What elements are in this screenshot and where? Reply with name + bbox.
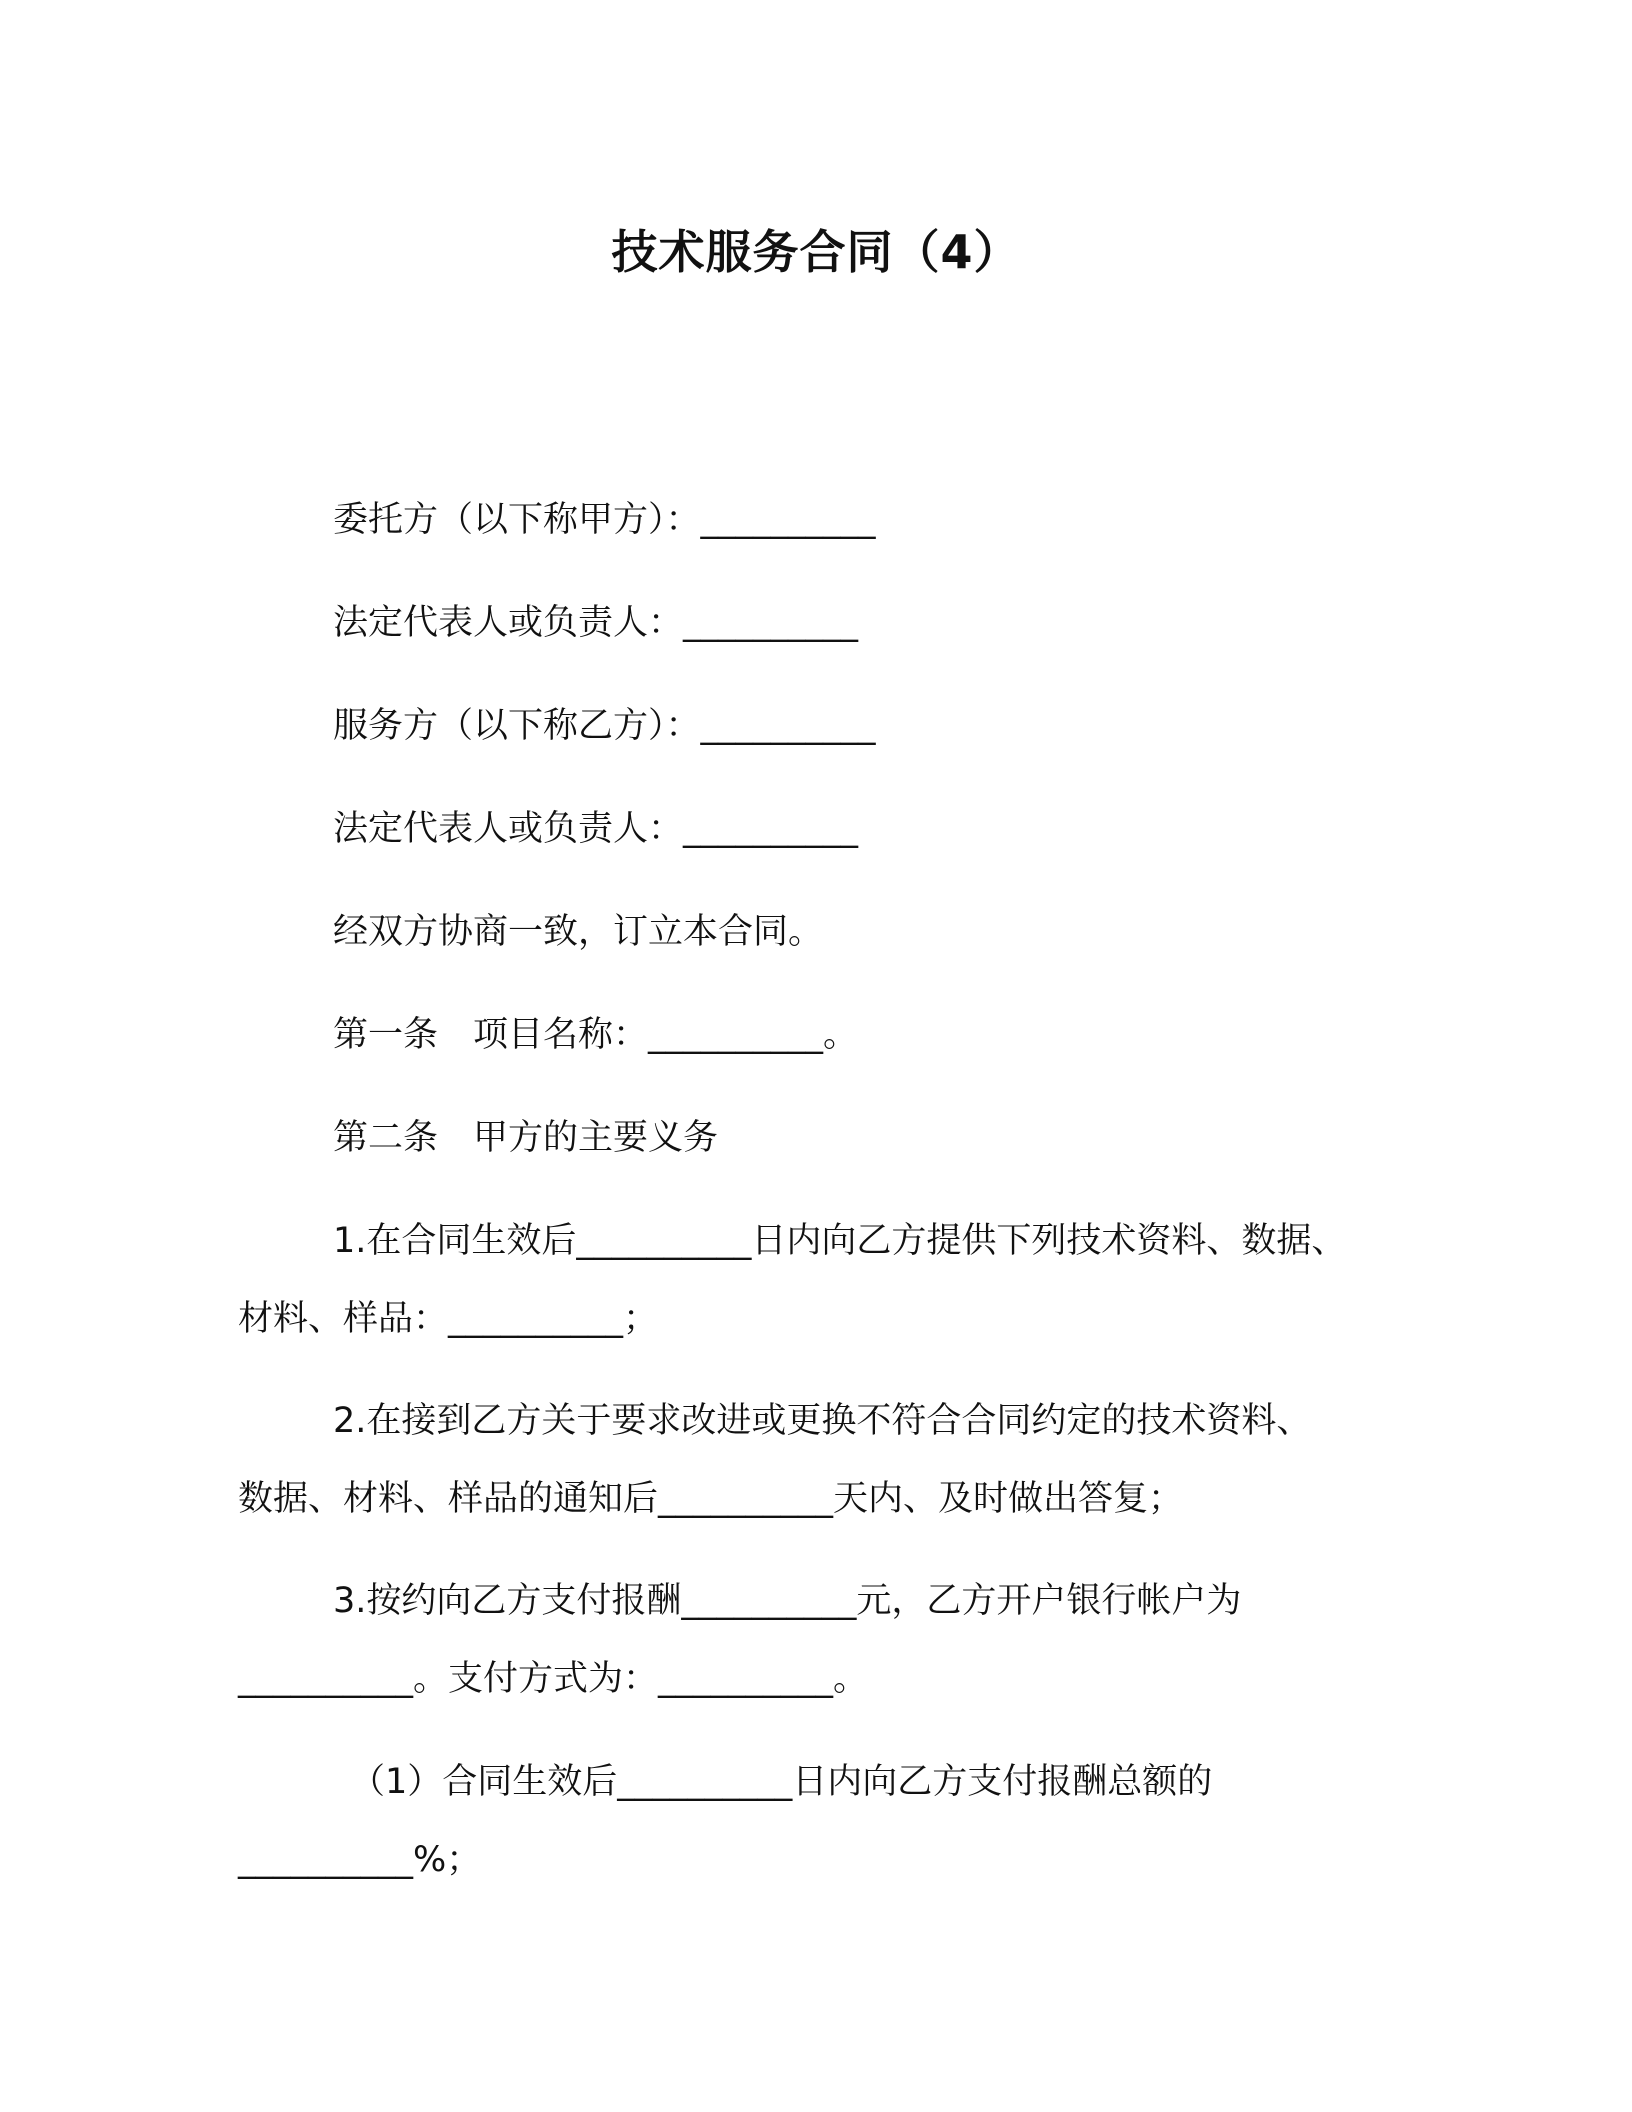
obligation-2-line-2: 数据、材料、样品的通知后__________天内、及时做出答复； (238, 1479, 1184, 1519)
article-2-heading: 第二条 甲方的主要义务 (333, 1118, 719, 1158)
obligation-3-line-2: __________。支付方式为：__________。 (238, 1659, 869, 1699)
agreement-statement: 经双方协商一致，订立本合同。 (333, 912, 824, 952)
article-1-project-name: 第一条 项目名称：__________。 (333, 1015, 859, 1055)
obligation-3-line-1: 3.按约向乙方支付报酬__________元，乙方开户银行帐户为 (333, 1581, 1242, 1621)
payment-clause-1-line-2: __________%； (238, 1840, 482, 1880)
party-b-line: 服务方（以下称乙方）：__________ (333, 706, 876, 746)
payment-clause-1-line-1: （1）合同生效后__________日内向乙方支付报酬总额的 (350, 1762, 1213, 1802)
party-b-representative-line: 法定代表人或负责人：__________ (333, 809, 859, 849)
obligation-1-line-1: 1.在合同生效后__________日内向乙方提供下列技术资料、数据、 (333, 1221, 1347, 1261)
document-title: 技术服务合同（4） (611, 225, 1021, 279)
obligation-2-line-1: 2.在接到乙方关于要求改进或更换不符合合同约定的技术资料、 (333, 1401, 1312, 1441)
party-a-representative-line: 法定代表人或负责人：__________ (333, 603, 859, 643)
obligation-1-line-2: 材料、样品：__________； (238, 1299, 659, 1339)
party-a-line: 委托方（以下称甲方）：__________ (333, 500, 876, 540)
